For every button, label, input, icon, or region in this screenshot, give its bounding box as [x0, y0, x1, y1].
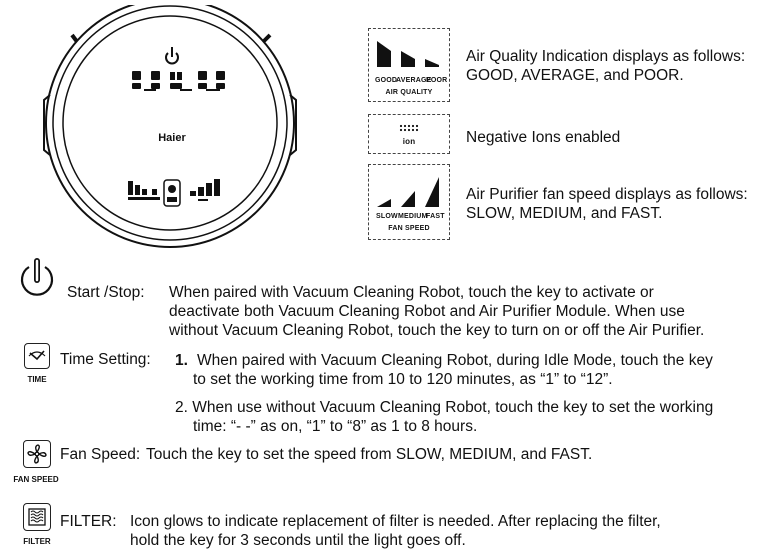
filter-icon	[24, 504, 50, 530]
air-quality-desc-line1: Air Quality Indication displays as follows:	[466, 48, 746, 65]
air-quality-level-good: GOOD	[375, 77, 398, 84]
fan-speed-title: FAN SPEED	[388, 225, 430, 232]
start-stop-desc-line1: When paired with Vacuum Cleaning Robot, touch the key to activate or	[169, 284, 654, 301]
start-stop-desc-line2: deactivate both Vacuum Cleaning Robot and Air Purifier Module. When use	[169, 303, 685, 320]
time-setting-label: Time Setting:	[60, 351, 151, 368]
filter-key-icon	[23, 503, 51, 531]
time-item1-line2: to set the working time from 10 to 120 minutes, as “1” to “12”.	[193, 371, 613, 388]
time-item1-line1: When paired with Vacuum Cleaning Robot, during Idle Mode, touch the key	[197, 352, 713, 369]
air-quality-panel	[368, 28, 450, 102]
ion-label: ion	[402, 137, 416, 146]
filter-label: FILTER:	[60, 513, 117, 530]
power-icon	[17, 258, 57, 302]
fan-speed-level-slow: SLOW	[376, 213, 398, 220]
time-item2-line2: time: “- -” as on, “1” to “8” as 1 to 8 hours.	[193, 418, 478, 435]
fan-speed-level-medium: MEDIUM	[398, 213, 428, 220]
air-quality-desc-line2: GOOD, AVERAGE, and POOR.	[466, 67, 684, 84]
filter-desc-line2: hold the key for 3 seconds until the light goes off.	[130, 532, 466, 549]
fan-speed-key-desc: Touch the key to set the speed from SLOW, MEDIUM, and FAST.	[146, 446, 593, 463]
time-item1-number: 1.	[175, 352, 188, 369]
filter-desc-line1: Icon glows to indicate replacement of filter is needed. After replacing the filter,	[130, 513, 661, 530]
time-key-icon	[24, 343, 50, 369]
negative-ions-desc: Negative Ions enabled	[466, 129, 621, 146]
start-stop-desc-line3: without Vacuum Cleaning Robot, touch the key to turn on or off the Air Purifier.	[169, 322, 705, 339]
fan-icon-caption: FAN SPEED	[13, 475, 59, 484]
fan-speed-panel	[368, 164, 450, 240]
clock-icon	[25, 344, 49, 368]
ion-dots-icon	[399, 124, 419, 134]
fan-speed-level-fast: FAST	[426, 213, 445, 220]
air-quality-level-poor: POOR	[426, 77, 448, 84]
fan-speed-desc-line2: SLOW, MEDIUM, and FAST.	[466, 205, 663, 222]
fan-speed-desc-line1: Air Purifier fan speed displays as follows:	[466, 186, 748, 203]
air-quality-level-average: AVERAGE	[396, 77, 432, 84]
air-quality-bars-icon	[373, 37, 447, 67]
fan-key-icon	[23, 440, 51, 468]
air-quality-title: AIR QUALITY	[385, 89, 433, 96]
fan-speed-bars-icon	[373, 171, 447, 207]
device-brand-logo: Haier	[158, 132, 186, 144]
start-stop-label: Start /Stop:	[67, 284, 145, 301]
filter-icon-caption: FILTER	[23, 537, 51, 546]
fan-icon	[24, 441, 50, 467]
time-item2-line1: 2. When use without Vacuum Cleaning Robot, touch the key to set the working	[175, 399, 714, 416]
negative-ions-panel	[368, 114, 450, 154]
time-icon-caption: TIME	[27, 375, 47, 384]
device-illustration	[30, 5, 310, 255]
fan-speed-label: Fan Speed:	[60, 446, 141, 463]
